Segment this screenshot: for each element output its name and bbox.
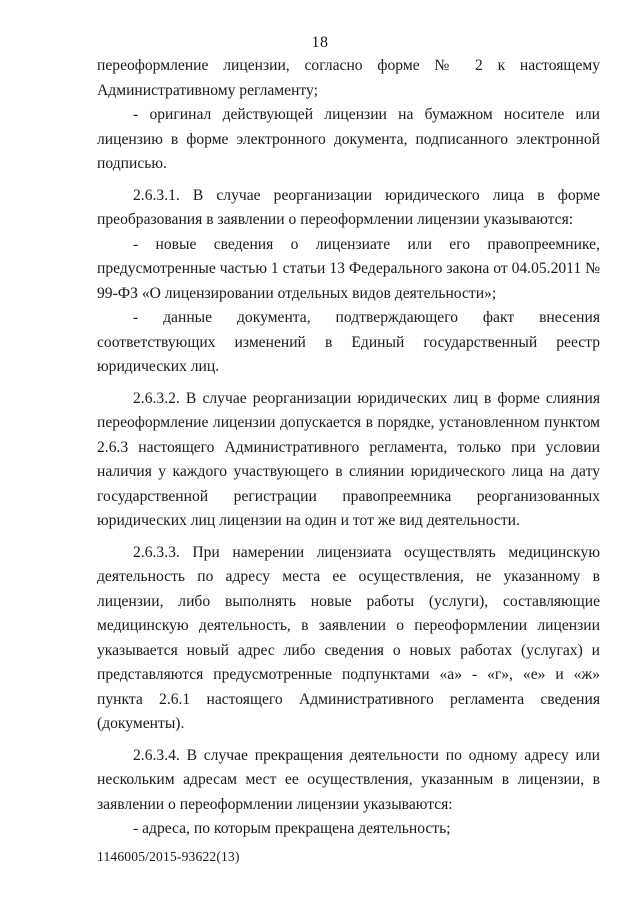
paragraph-2-6-3-2: 2.6.3.2. В случае реорганизации юридических лиц в форме слияния переоформление лицензии допускается в порядке, установленном пунктом 2.6.3 настоящего Административного регламента, только при условии наличия у каждого участвующего в слиянии юридического лица на дату государственной регистрации правопреемника реорганизованных юридических лиц лицензии на один и тот же вид деятельности.	[97, 389, 600, 529]
paragraph-2-6-3-3: 2.6.3.3. При намерении лицензиата осуществлять медицинскую деятельность по адресу места ее осуществления, не указанному в лицензии, либо выполнять новые работы (услуги), составляющие медицинскую деятельность, в заявлении о переоформлении лицензии указывается новый адрес либо сведения о новых работах (услугах) и представляются предусмотренные подпунктами «а» - «г», «е» и «ж» пункта 2.6.1 настоящего Административного регламента сведения (документы).	[97, 543, 600, 732]
document-body	[97, 54, 600, 842]
paragraph-2-6-3-4: 2.6.3.4. В случае прекращения деятельности по одному адресу или нескольким адресам мест ее осуществления, указанным в лицензии, в заявлении о переоформлении лицензии указываются:	[97, 746, 600, 813]
paragraph-addresses: - адреса, по которым прекращена деятельность;	[133, 820, 451, 837]
paragraph-original-license: - оригинал действующей лицензии на бумажном носителе или лицензию в форме электронного документа, подписанного электронной подписью.	[97, 106, 600, 172]
paragraph-2-6-3-1: 2.6.3.1. В случае реорганизации юридического лица в форме преобразования в заявлении о переоформлении лицензии указываются:	[97, 186, 600, 228]
paragraph-continuation: переоформление лицензии, согласно форме № 2 к настоящему Административному регламенту;	[97, 57, 600, 99]
paragraph-new-info: - новые сведения о лицензиате или его правопреемнике, предусмотренные частью 1 статьи 13 Федерального закона от 04.05.2011 № 99-ФЗ «О лицензировании отдельных видов деятельности»;	[97, 235, 600, 302]
footer-document-code: 1146005/2015-93622(13)	[97, 849, 240, 864]
page-number: 18	[311, 34, 329, 51]
paragraph-document-data: - данные документа, подтверждающего факт внесения соответствующих изменений в Единый государственный реестр юридических лиц.	[97, 309, 600, 375]
